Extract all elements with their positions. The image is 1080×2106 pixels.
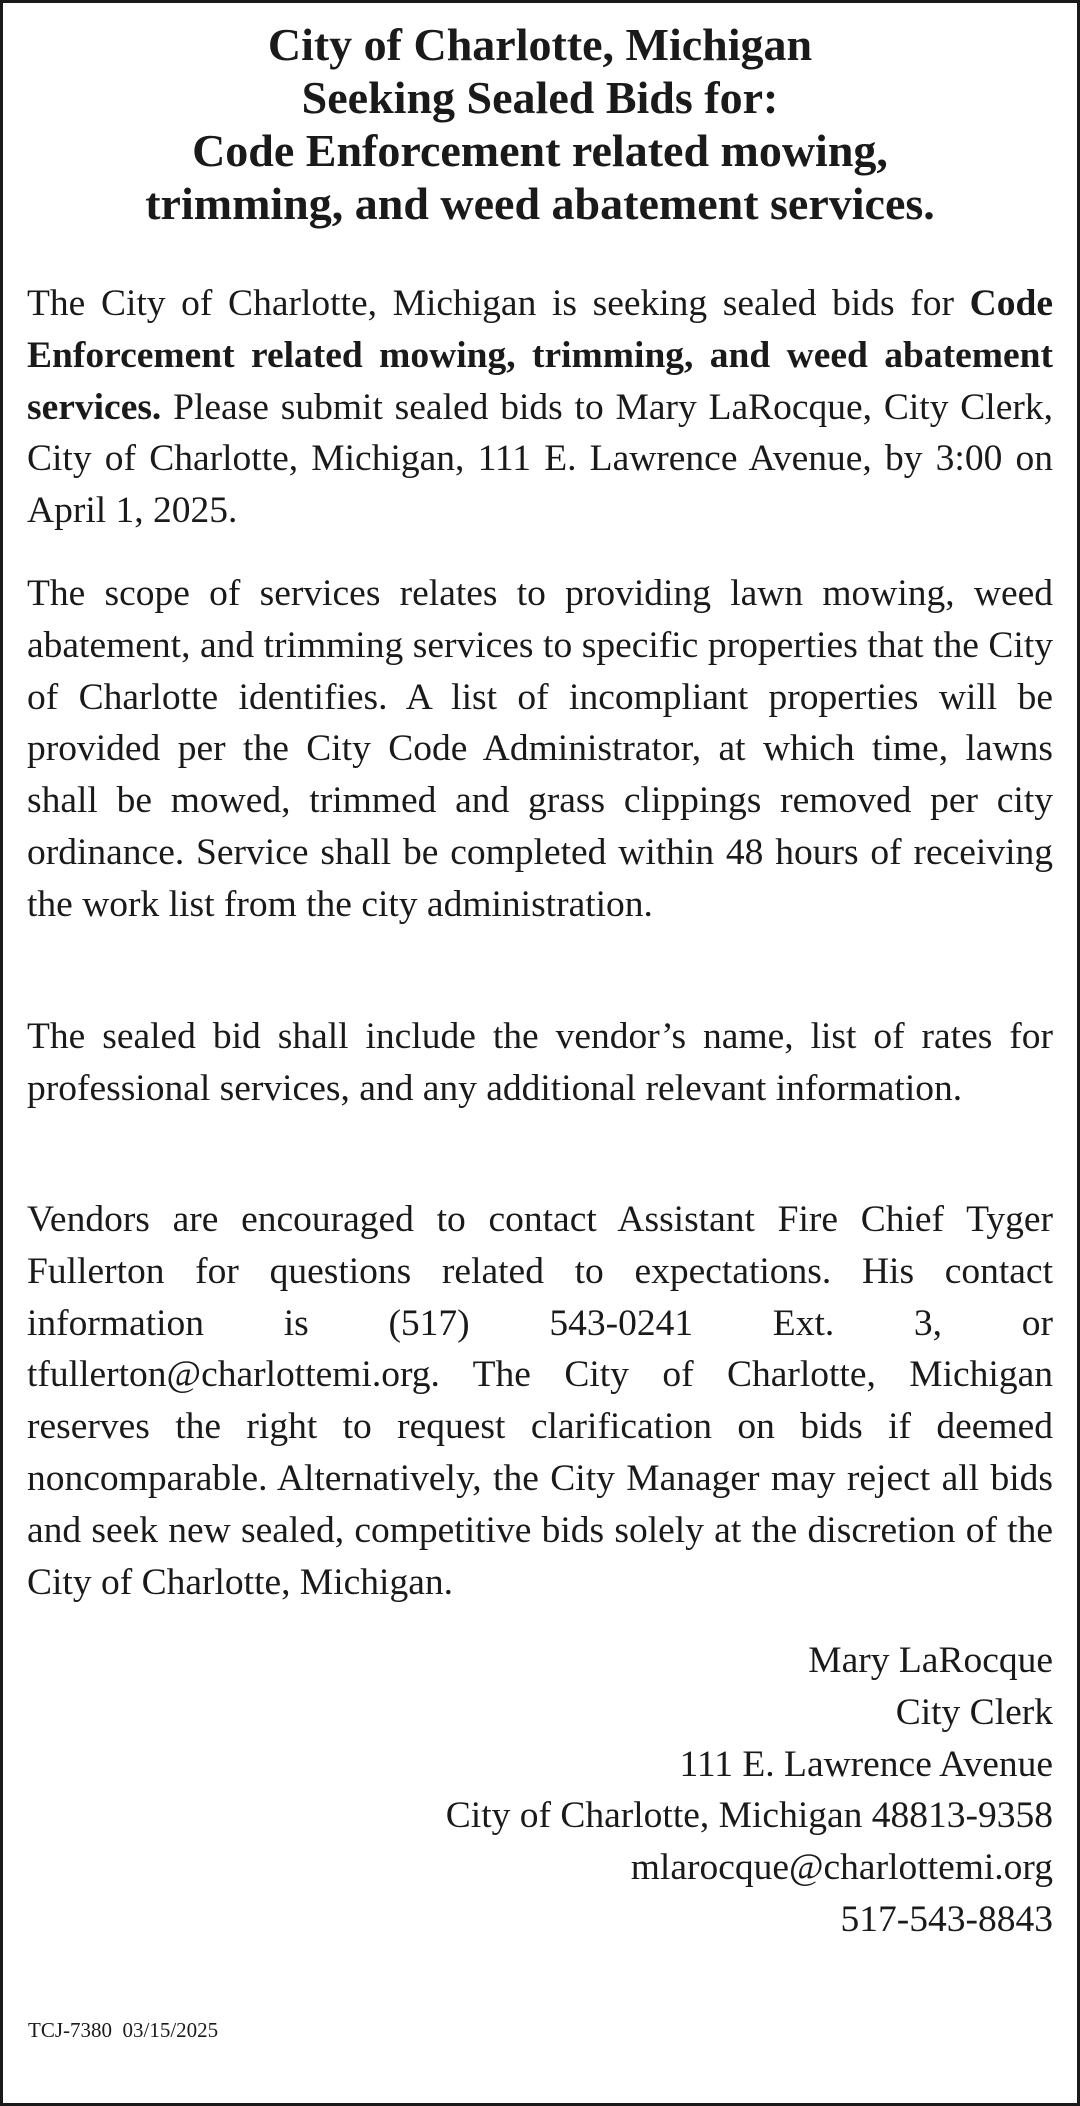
heading-line-1: City of Charlotte, Michigan: [267, 19, 813, 70]
signature-phone: 517-543-8843: [840, 1898, 1053, 1940]
signature-block: [446, 1635, 1053, 1946]
bid-contents-paragraph: The sealed bid shall include the vendor’s name, list of rates for professional services, and any additional relevant information.: [27, 1016, 1053, 1109]
notice-heading: [30, 18, 1050, 230]
signature-name: Mary LaRocque: [808, 1640, 1053, 1681]
signature-title: City Clerk: [895, 1691, 1053, 1733]
intro-text-end: Please submit sealed bids to Mary LaRocque, City Clerk, City of Charlotte, Michigan, 111 E. Lawrence Avenue, by 3:00 on April 1, 2025.: [27, 386, 1053, 532]
publication-code: TCJ-7380 03/15/2025: [28, 2018, 219, 2042]
heading-line-3: Code Enforcement related mowing,: [192, 125, 888, 176]
heading-line-4: trimming, and weed abatement services.: [145, 178, 935, 229]
heading-line-2: Seeking Sealed Bids for:: [301, 72, 779, 123]
signature-city-state-zip: City of Charlotte, Michigan 48813-9358: [445, 1795, 1053, 1837]
intro-paragraph: [27, 278, 1053, 537]
signature-email: mlarocque@charlottemi.org: [630, 1847, 1053, 1889]
signature-address: 111 E. Lawrence Avenue: [679, 1743, 1053, 1785]
intro-bold-services: Code Enforcement related mowing, trimming, and weed abatement services.: [27, 283, 1053, 428]
scope-paragraph: The scope of services relates to providing lawn mowing, weed abatement, and trimming services to specific properties that the City of Charlotte identifies. A list of incompliant properties will be provided per the City Code Administrator, at which time, lawns shall be mowed, trimmed and grass clippings removed per city ordinance. Service shall be completed within 48 hours of receiving the work list from the city administration.: [27, 573, 1053, 925]
contact-paragraph: Vendors are encouraged to contact Assistant Fire Chief Tyger Fullerton for questions related to expectations. His contact information is (517) 543-0241 Ext. 3, or tfullerton@charlottemi.org. The City of Charlotte, Michigan reserves the right to request clarification on bids if deemed noncomparable. Alternatively, the City Manager may reject all bids and seek new sealed, competitive bids solely at the discretion of the City of Charlotte, Michigan.: [27, 1199, 1053, 1603]
intro-text-start: The City of Charlotte, Michigan is seeking sealed bids for: [27, 283, 970, 324]
